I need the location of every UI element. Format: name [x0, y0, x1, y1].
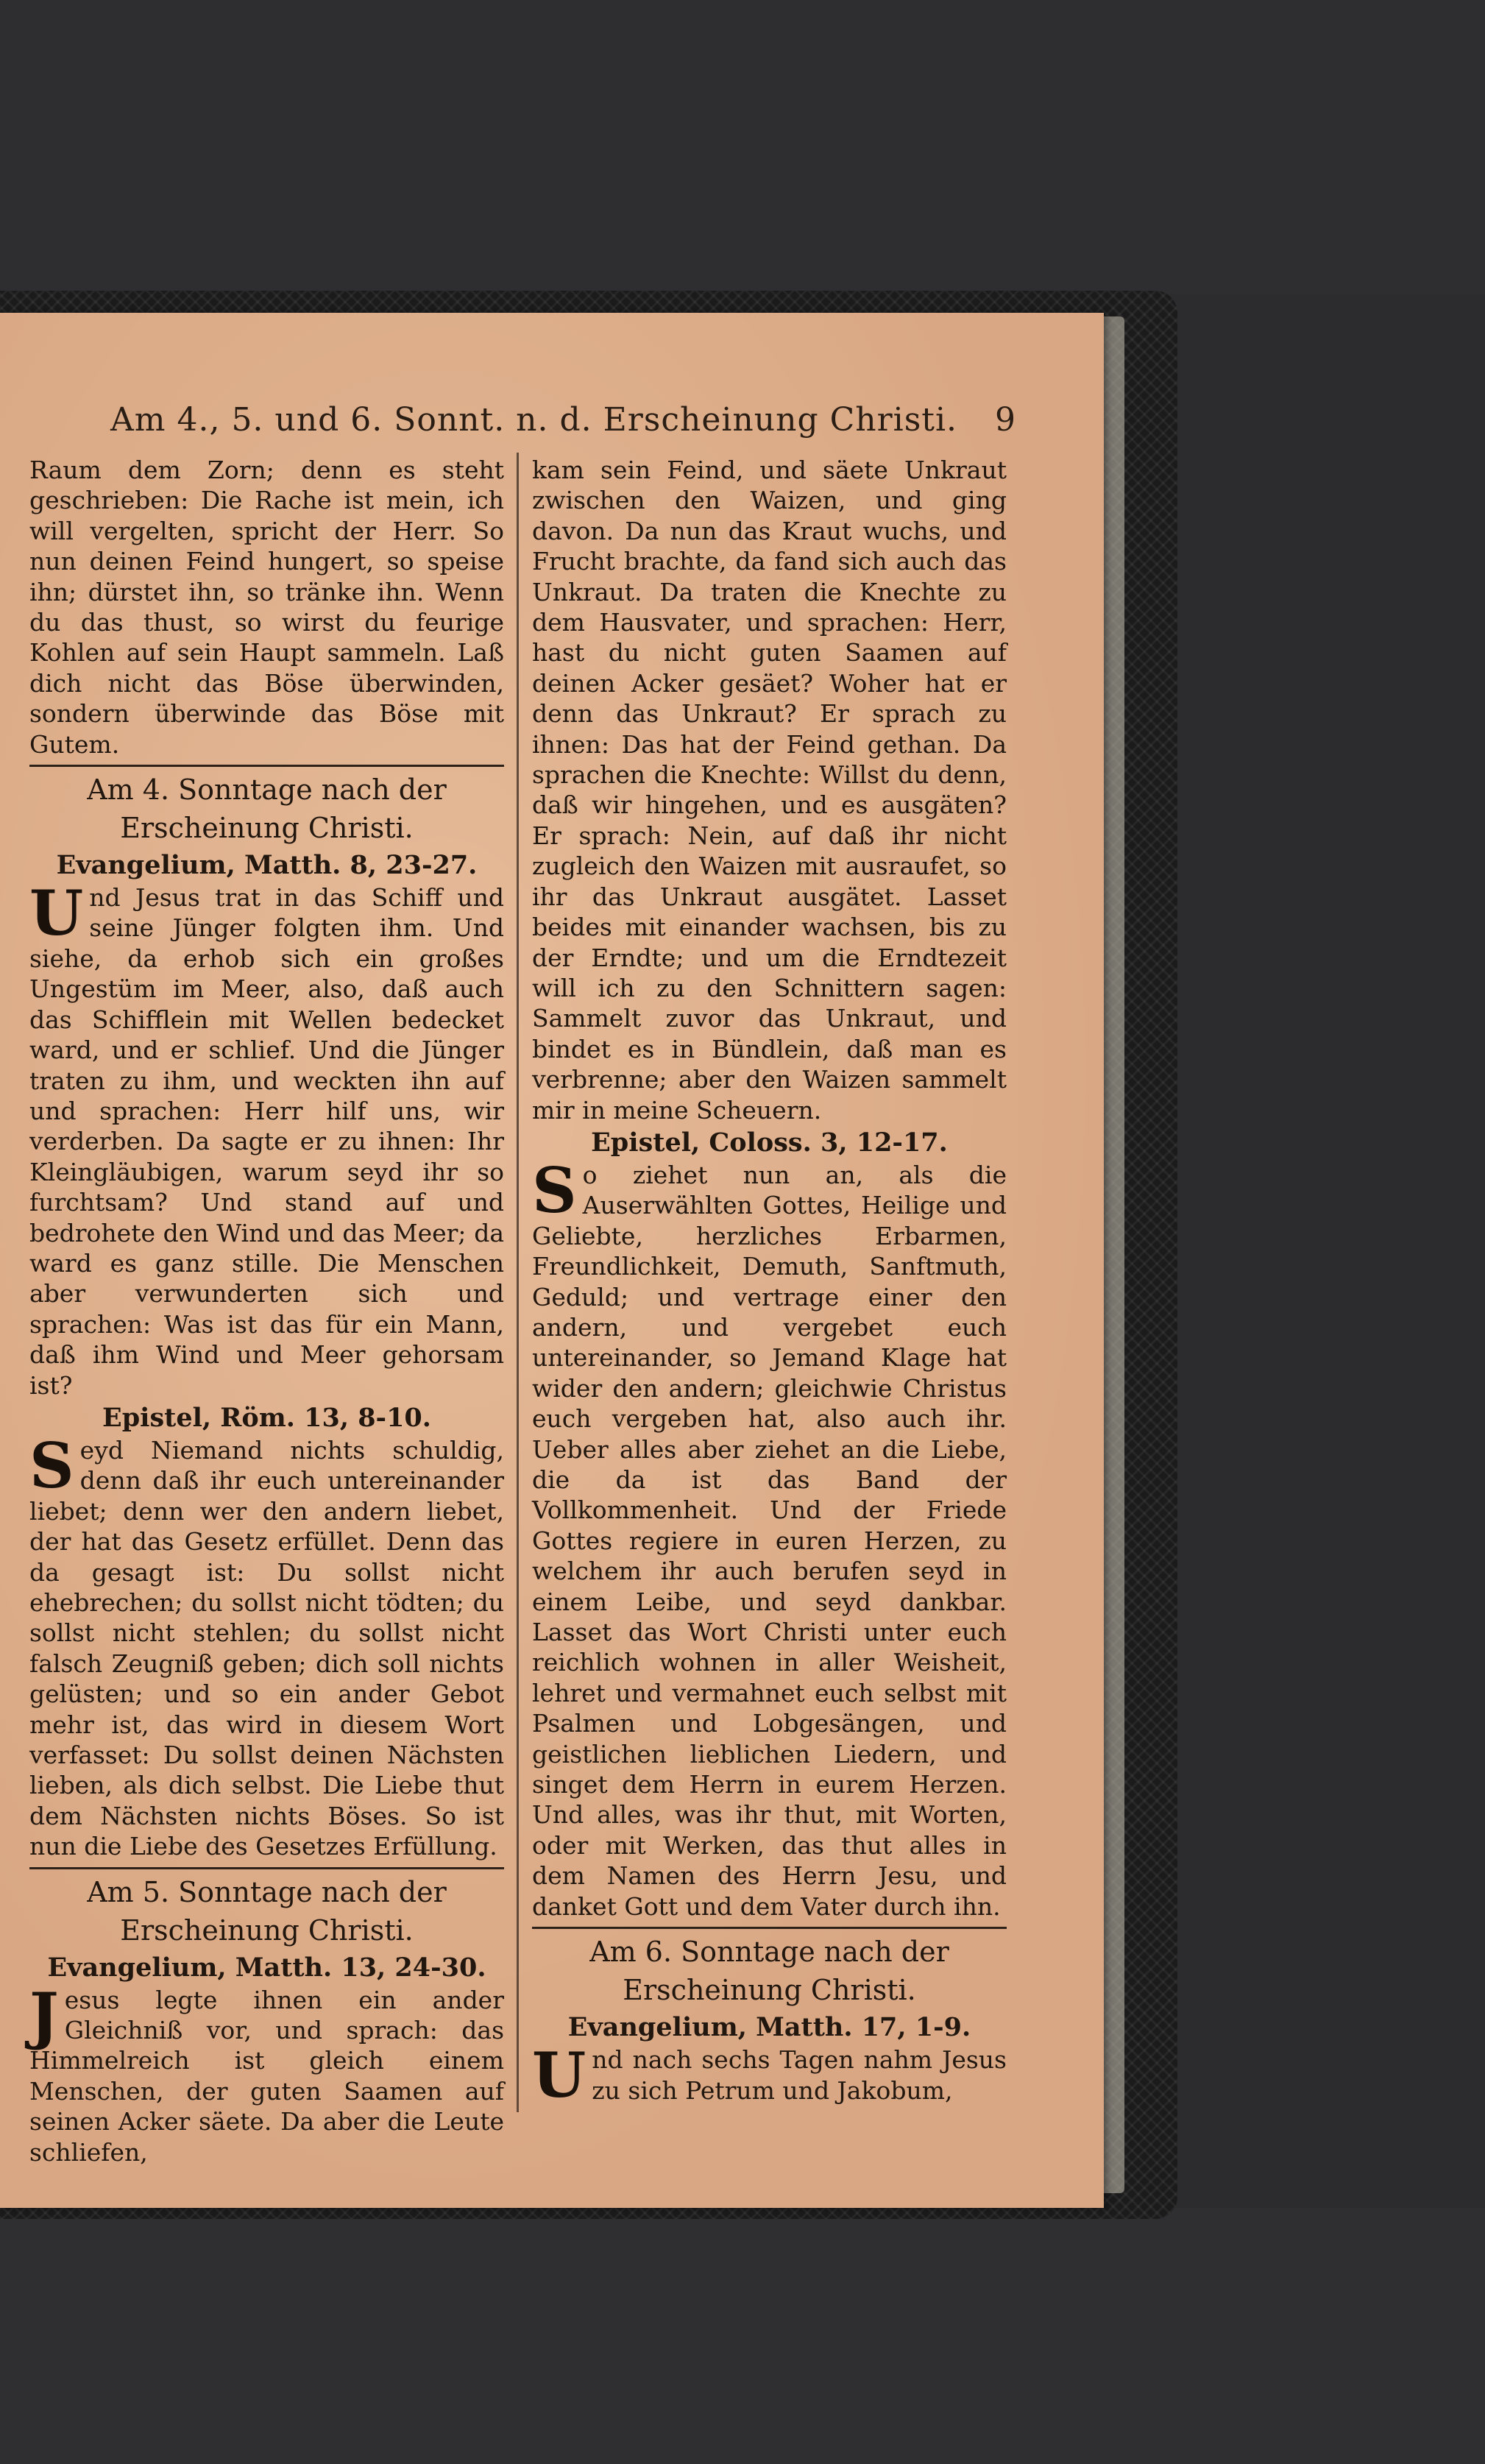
section-rule [29, 1867, 504, 1869]
gospel-text: esus legte ihnen ein ander Gleichniß vor, und sprach: das Himmelreich ist gleich einem Menschen, der guten Saamen auf seinen Acker säete. Da aber die Leute schliefen, [29, 1985, 504, 2167]
drop-cap: U [29, 877, 84, 950]
gospel-reference: Evangelium, Matth. 8, 23-27. [56, 850, 478, 881]
running-head: Am 4., 5. und 6. Sonnt. n. d. Erscheinung Christi. [110, 401, 958, 439]
gospel-paragraph [29, 1978, 504, 2167]
drop-cap: U [532, 2039, 586, 2112]
background-bottom [0, 2208, 1485, 2464]
section-heading-sub: Erscheinung Christi. [623, 1974, 916, 2007]
epistle-text: eyd Niemand nichts schuldig, denn daß ihr euch untereinander liebet; denn wer den andern liebet, der hat das Gesetz erfüllet. Denn das da gesagt ist: Du sollst nicht ehebrechen; du sollst nicht tödten; du sollst nicht stehlen; du sollst nicht falsch Zeugniß geben; dich soll nichts gelüsten; und so ein ander Gebot mehr ist, das wird in diesem Wort verfasset: Du sollst deinen Nächsten lieben, als dich selbst. Die Liebe thut dem Nächsten nichts Böses. So ist nun die Liebe des Gesetzes Erfüllung. [29, 1435, 504, 1861]
left-column [29, 455, 504, 2167]
section-heading: Am 4. Sonntage nach der [87, 773, 447, 807]
gospel-paragraph [29, 877, 504, 1401]
gospel-text: nd nach sechs Tagen nahm Jesus zu sich Petrum und Jakobum, [592, 2045, 1007, 2105]
gospel-reference: Evangelium, Matth. 13, 24-30. [47, 1952, 486, 1983]
drop-cap: J [29, 1978, 59, 2052]
section-heading-sub: Erscheinung Christi. [120, 1914, 414, 1947]
gospel-paragraph [532, 2039, 1007, 2112]
section-heading: Am 6. Sonntage nach der [589, 1936, 949, 1969]
background-top [0, 0, 1485, 294]
epistle-paragraph [29, 1429, 504, 1862]
epistle-text: o ziehet nun an, als die Auserwählten Gottes, Heilige und Geliebte, herzliches Erbarmen, Freundlichkeit, Demuth, Sanftmuth, Geduld; und vertrage einer den andern, und vergebet euch untereinander, so Jemand Klage hat wider den andern; gleichwie Christus euch vergeben hat, also auch ihr. Ueber alles aber ziehet an die Liebe, die da ist das Band der Vollkommenheit. Und der Friede Gottes regiere in euren Herzen, zu welchem ihr auch berufen seyd in einem Leibe, und seyd dankbar. Lasset das Wort Christi unter euch reichlich wohnen in aller Weisheit, lehret und vermahnet euch selbst mit Psalmen und Lobgesängen, und geistlichen lieblichen Liedern, und singet dem Herrn in eurem Herzen. Und alles, was ihr thut, mit Worten, oder mit Werken, das thut alles in dem Namen des Herrn Jesu, und danket Gott und dem Vater durch ihn. [532, 1160, 1007, 1921]
drop-cap: S [532, 1153, 577, 1227]
intro-paragraph: Raum dem Zorn; denn es steht geschrieben: Die Rache ist mein, ich will vergelten, spricht der Herr. So nun deinen Feind hungert, so speise ihn; dürstet ihn, so tränke ihn. Wenn du das thust, so wirst du feurige Kohlen auf sein Haupt sammeln. Laß dich nicht das Böse überwinden, sondern überwinde das Böse mit Gutem. [29, 456, 504, 759]
section-rule [532, 1927, 1007, 1929]
epistle-paragraph [532, 1153, 1007, 1922]
page-number: 9 [995, 401, 1016, 439]
right-column [532, 455, 1007, 2118]
epistle-reference: Epistel, Coloss. 3, 12-17. [591, 1127, 948, 1158]
epistle-reference: Epistel, Röm. 13, 8-10. [102, 1402, 431, 1433]
drop-cap: S [29, 1429, 74, 1502]
column-divider [517, 453, 519, 2112]
section-rule [29, 765, 504, 767]
gospel-reference: Evangelium, Matth. 17, 1-9. [567, 2012, 971, 2043]
section-heading-sub: Erscheinung Christi. [120, 812, 414, 845]
section-heading: Am 5. Sonntage nach der [87, 1875, 447, 1908]
gospel-text: nd Jesus trat in das Schiff und seine Jünger folgten ihm. Und siehe, da erhob sich ein großes Ungestüm im Meer, also, daß auch das Schifflein mit Wellen bedecket ward, und er schlief. Und die Jünger traten zu ihm, und weckten ihn auf und sprachen: Herr hilf uns, wir verderben. Da sagte er zu ihnen: Ihr Kleingläubigen, warum seyd ihr so furchtsam? Und stand auf und bedrohete den Wind und das Meer; da ward es ganz stille. Die Menschen aber verwunderten sich und sprachen: Was ist das für ein Mann, daß ihm Wind und Meer gehorsam ist? [29, 883, 504, 1400]
continuation-paragraph: kam sein Feind, und säete Unkraut zwischen den Waizen, und ging davon. Da nun das Kraut wuchs, und Frucht brachte, da fand sich auch das Unkraut. Da traten die Knechte zu dem Hausvater, und sprachen: Herr, hast du nicht guten Saamen auf deinen Acker gesäet? Woher hat er denn das Unkraut? Er sprach zu ihnen: Das hat der Feind gethan. Da sprachen die Knechte: Willst du denn, daß wir hingehen, und es ausgäten? Er sprach: Nein, auf daß ihr nicht zugleich den Waizen mit ausraufet, so ihr das Unkraut ausgätet. Lasset beides mit einander wachsen, bis zu der Erndte; und um die Erndtezeit will ich zu den Schnittern sagen: Sammelt zuvor das Unkraut, und bindet es in Bündlein, daß man es verbrenne; aber den Waizen sammelt mir in meine Scheuern. [532, 456, 1007, 1125]
